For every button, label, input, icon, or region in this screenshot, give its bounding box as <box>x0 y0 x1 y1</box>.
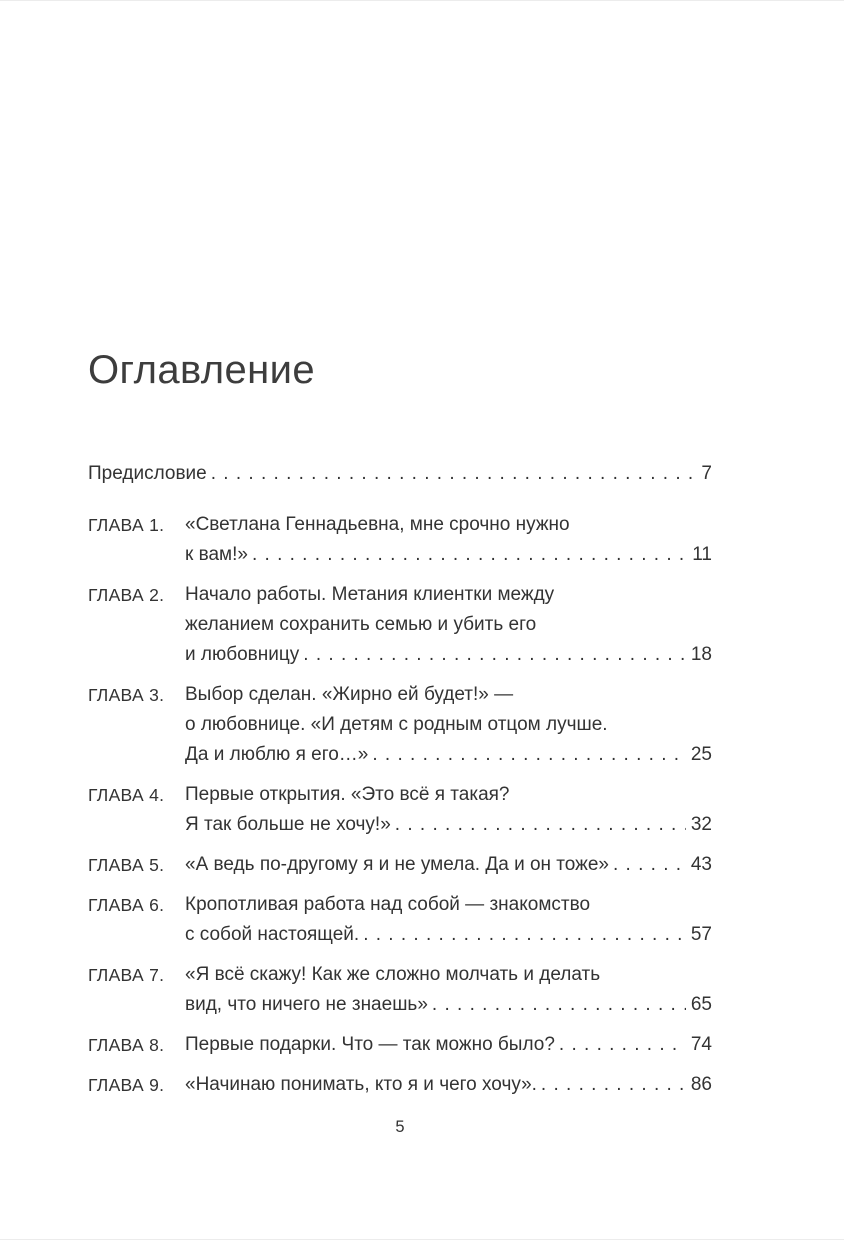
toc-entry-line: Первые открытия. «Это всё я такая? <box>185 784 510 805</box>
toc-entry-text <box>88 459 712 489</box>
toc-entry-line-text: Я так больше не хочу!» <box>185 814 391 835</box>
toc-entry-line: о любовнице. «И детям с родным отцом лучше. <box>185 714 608 735</box>
toc-entry <box>88 510 712 570</box>
toc-entry <box>88 850 712 880</box>
dot-leader <box>432 990 686 1020</box>
toc-entry-text <box>185 510 712 570</box>
toc-entry <box>88 1070 712 1100</box>
toc-entry-line <box>185 1070 712 1100</box>
toc-entry-line: Начало работы. Метания клиентки между <box>185 584 555 605</box>
toc-entry-line <box>185 920 712 950</box>
toc-entry-text <box>185 580 712 670</box>
toc-entry-line <box>185 850 712 880</box>
toc-entry-page-ref: 25 <box>690 744 712 765</box>
toc-entry-line <box>185 990 712 1020</box>
toc-entry <box>88 780 712 840</box>
toc-entry-line-text: с собой настоящей. <box>185 924 360 945</box>
toc-entry <box>88 890 712 950</box>
toc-entry-label: ГЛАВА 5. <box>88 855 165 875</box>
toc-entry-page-ref: 32 <box>690 814 712 835</box>
toc-entry-line <box>185 810 712 840</box>
toc-entry-text <box>185 960 712 1020</box>
dot-leader <box>303 640 686 670</box>
toc-entry-page-ref: 18 <box>690 644 712 665</box>
dot-leader <box>372 740 685 770</box>
toc-entry-line <box>185 640 712 670</box>
toc-entry-line <box>185 540 712 570</box>
toc-entry-page-ref: 86 <box>690 1074 712 1095</box>
toc-entry <box>88 680 712 770</box>
toc-entry <box>88 459 712 489</box>
toc-entry-line-text: и любовницу <box>185 644 300 665</box>
toc-entry-text <box>185 680 712 770</box>
dot-leader <box>363 920 686 950</box>
toc-entry-page-ref: 57 <box>690 924 712 945</box>
toc-entry-label: ГЛАВА 9. <box>88 1075 165 1095</box>
toc-entry-label: ГЛАВА 3. <box>88 685 165 705</box>
toc-entry-label: ГЛАВА 1. <box>88 515 165 535</box>
toc-entry-line <box>185 1030 712 1060</box>
toc-entry-line: «Светлана Геннадьевна, мне срочно нужно <box>185 514 570 535</box>
dot-leader <box>395 810 686 840</box>
toc-entry-line: желанием сохранить семью и убить его <box>185 614 537 635</box>
toc-entry-page-ref: 74 <box>690 1034 712 1055</box>
dot-leader <box>252 540 687 570</box>
page-title: Оглавление <box>88 348 316 392</box>
toc-entry-line-text: Предисловие <box>88 463 207 484</box>
toc-entry-text <box>185 780 712 840</box>
toc-entry-line-text: «Начинаю понимать, кто я и чего хочу». <box>185 1074 537 1095</box>
dot-leader <box>211 459 697 489</box>
toc-entry-page-ref: 11 <box>692 544 712 565</box>
content-area <box>88 1 712 1100</box>
toc-entry <box>88 960 712 1020</box>
toc-entry-line <box>88 459 712 489</box>
toc-entry-text <box>185 1030 712 1060</box>
toc-entry-text <box>185 1070 712 1100</box>
toc-entry-page-ref: 65 <box>690 994 712 1015</box>
toc-entry-label: ГЛАВА 8. <box>88 1035 165 1055</box>
toc-entry <box>88 580 712 670</box>
toc-entry-line <box>185 740 712 770</box>
toc-entry-line: «Я всё скажу! Как же сложно молчать и делать <box>185 964 601 985</box>
toc-entry-line-text: Первые подарки. Что — так можно было? <box>185 1034 555 1055</box>
toc-entries <box>88 459 712 1100</box>
toc-entry-text <box>185 890 712 950</box>
dot-leader <box>541 1070 686 1100</box>
folio-page-number: 5 <box>395 1118 405 1136</box>
toc-entry-text <box>185 850 712 880</box>
toc-entry <box>88 1030 712 1060</box>
toc-entry-line-text: «А ведь по-другому я и не умела. Да и он тоже» <box>185 854 609 875</box>
dot-leader <box>559 1030 686 1060</box>
dot-leader <box>613 850 686 880</box>
toc-entry-line: Кропотливая работа над собой — знакомство <box>185 894 591 915</box>
toc-entry-line-text: к вам!» <box>185 544 248 565</box>
toc-entry-line: Выбор сделан. «Жирно ей будет!» — <box>185 684 514 705</box>
toc-entry-line-text: вид, что ничего не знаешь» <box>185 994 428 1015</box>
toc-entry-page-ref: 43 <box>690 854 712 875</box>
toc-entry-line-text: Да и люблю я его…» <box>185 744 369 765</box>
toc-entry-label: ГЛАВА 2. <box>88 585 165 605</box>
toc-entry-page-ref: 7 <box>701 463 712 484</box>
toc-entry-label: ГЛАВА 4. <box>88 785 165 805</box>
toc-entry-label: ГЛАВА 7. <box>88 965 165 985</box>
toc-entry-label: ГЛАВА 6. <box>88 895 165 915</box>
